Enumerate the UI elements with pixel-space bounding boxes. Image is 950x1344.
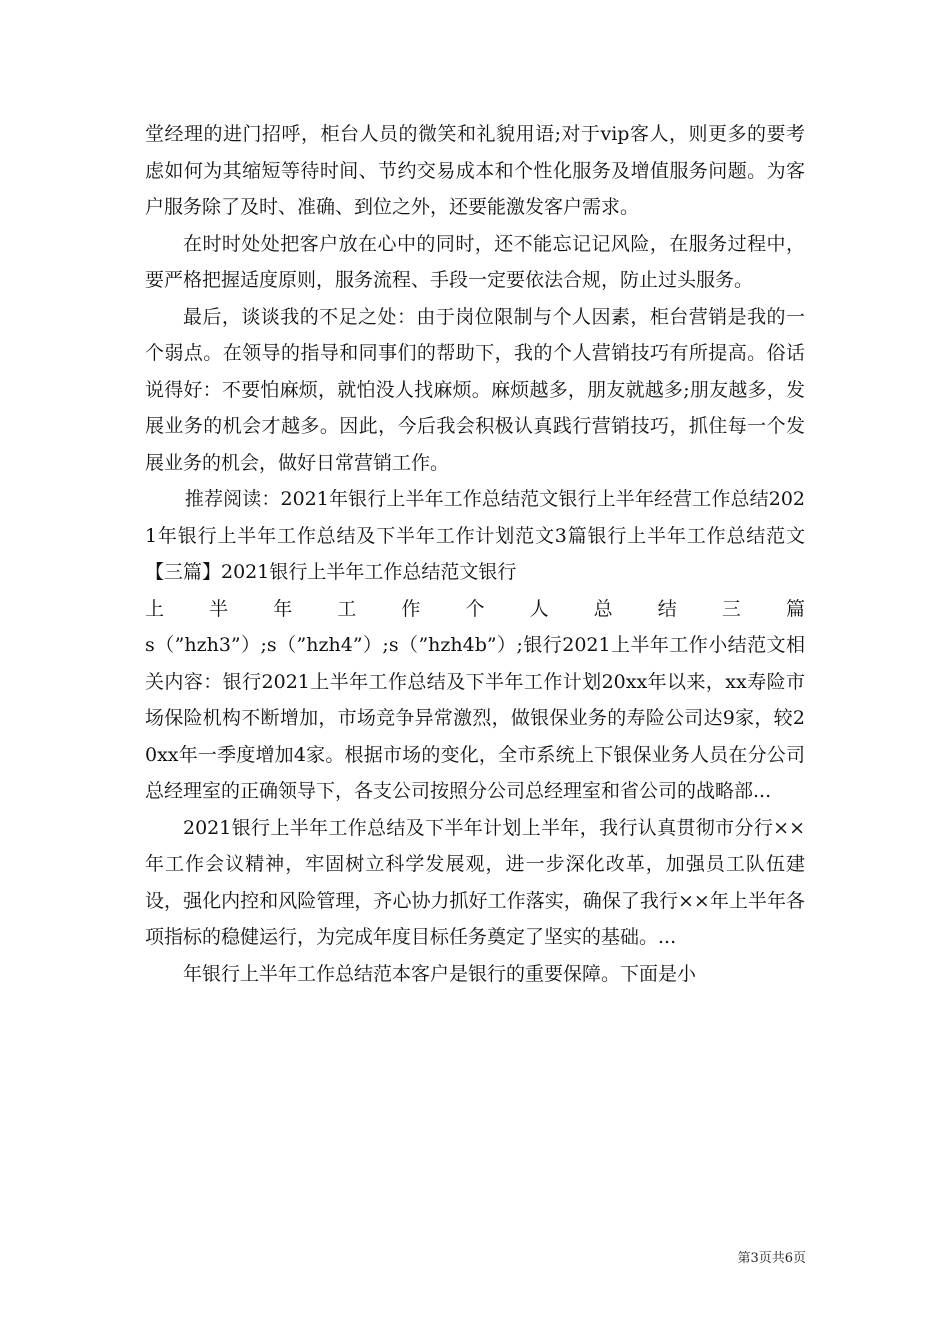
spread-char: 上 [145, 597, 165, 620]
recommend-reading [145, 481, 805, 810]
spread-char: 三 [721, 597, 741, 620]
paragraph-2: 在时时处处把客户放在心中的同时，还不能忘记记风险，在服务过程中，要严格把握适度原则，服务流程、手段一定要依法合规，防止过头服务。 [145, 232, 805, 291]
spread-char: 个 [465, 597, 485, 620]
paragraph-1: 堂经理的进门招呼，柜台人员的微笑和礼貌用语;对于vip客人，则更多的要考虑如何为其缩短等待时间、节约交易成本和个性化服务及增值服务问题。为客户服务除了及时、准确、到位之外，还要能激发客户需求。 [145, 123, 805, 218]
document-body [145, 116, 805, 992]
paragraph-5: 年银行上半年工作总结范本客户是银行的重要保障。下面是小 [183, 962, 697, 985]
recommend-reading-spread-line [145, 591, 805, 628]
spread-char: 人 [529, 597, 549, 620]
paragraph-3: 最后，谈谈我的不足之处：由于岗位限制与个人因素，柜台营销是我的一个弱点。在领导的指导和同事们的帮助下，我的个人营销技巧有所提高。俗话说得好：不要怕麻烦，就怕没人找麻烦。麻烦越多，朋友就越多;朋友越多，发展业务的机会才越多。因此，今后我会积极认真践行营销技巧，抓住每一个发展业务的机会，做好日常营销工作。 [145, 305, 805, 474]
spread-char: 篇 [785, 597, 805, 620]
recommend-reading-part2: s（”hzh3”）;s（”hzh4”）;s（”hzh4b”）;银行2021上半年工作小结范文相关内容：银行2021上半年工作总结及下半年工作计划20xx年以来，xx寿险市场保险机构不断增加，市场竞争异常激烈，做银保业务的寿险公司达9家，较20xx年一季度增加4家。根据市场的变化，全市系统上下银保业务人员在分公司总经理室的正确领导下，各支公司按照分公司总经理室和省公司的战略部... [145, 634, 805, 802]
spread-char: 作 [401, 597, 421, 620]
spread-char: 结 [657, 597, 677, 620]
paragraph-4: 2021银行上半年工作总结及下半年计划上半年，我行认真贯彻市分行××年工作会议精神，牢固树立科学发展观，进一步深化改革，加强员工队伍建设，强化内控和风险管理，齐心协力抓好工作落实，确保了我行××年上半年各项指标的稳健运行，为完成年度目标任务奠定了坚实的基础。... [145, 816, 805, 948]
spread-char: 年 [273, 597, 293, 620]
recommend-reading-part1: 推荐阅读：2021年银行上半年工作总结范文银行上半年经营工作总结2021年银行上半年工作总结及下半年工作计划范文3篇银行上半年工作总结范文【三篇】2021银行上半年工作总结范文银行 [145, 488, 805, 583]
page-number: 第3页共6页 [737, 1251, 806, 1266]
spread-char: 半 [209, 597, 229, 620]
spread-char: 总 [593, 597, 613, 620]
spread-char: 工 [337, 597, 357, 620]
